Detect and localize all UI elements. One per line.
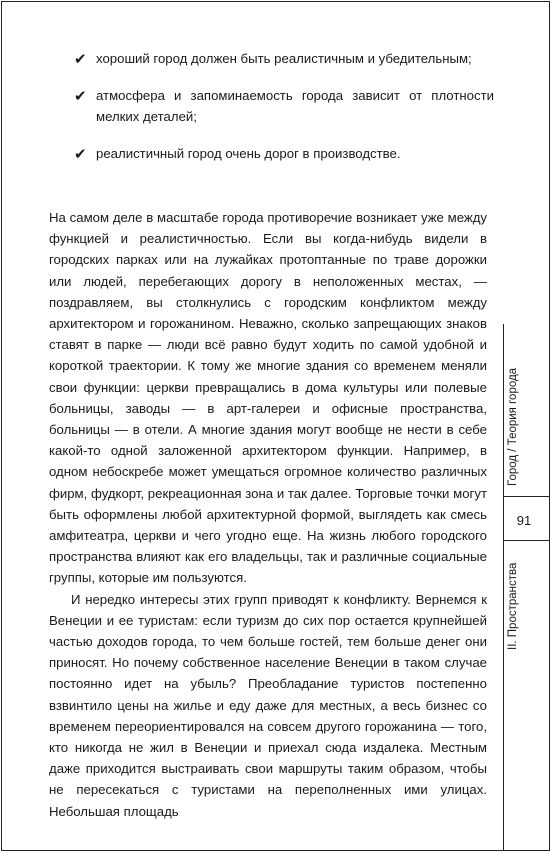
paragraph: На самом деле в масштабе города противоречие возникает уже между функцией и реалистичностью. Если вы когда-нибудь видели в городских парках или на лужайках протоптанные по траве дорожки или людей, перебегающих дорогу в неположенных местах, — поздравляем, вы столкнулись с городским конфликтом между архитектором и горожанином. Неважно, сколько запрещающих знаков ставят в парке — люди всё равно будут ходить по самой удобной и короткой траектории. К тому же многие здания со временем меняли свои функции: церкви превращались в дома культуры или полевые больницы, заводы — в арт-галереи и офисные пространства, больницы — в отели. А многие здания могут вообще не нести в себе какой-то одной заложенной архитектором функции. Например, в одном небоскребе может умещаться огромное количество различных фирм, фудкорт, рекреационная зона и так далее. Торговые точки могут быть оформлены любой архитектурной формой, выглядеть как смесь амфитеатра, церкви и чего угодно еще. На жизнь любого городского пространства влияют как его владельцы, так и различные социальные группы, которые им пользуются. [49, 210, 487, 586]
bullet-item [74, 143, 494, 164]
bullet-item [74, 48, 494, 69]
margin-rule-bottom [503, 540, 550, 541]
body-text [49, 207, 487, 822]
bullet-text: атмосфера и запоминаемость города зависит от плотности мелких деталей; [96, 88, 494, 124]
bullet-text: хороший город должен быть реалистичным и убедительным; [96, 51, 472, 66]
bullet-item [74, 85, 494, 127]
checkmark-icon: ✔ [74, 50, 87, 68]
chapter-title: Город / Теория города [507, 367, 519, 486]
bullet-list [74, 48, 494, 180]
margin-vertical-rule [503, 324, 504, 851]
paragraph: И нередко интересы этих групп приводят к конфликту. Вернемся к Венеции и ее туристам: если туризм до сих пор остается крупнейшей частью доходов города, то чем больше гостей, тем больше денег они приносят. Но почему собственное население Венеции в таком случае постоянно идет на убыль? Преобладание туристов постепенно взвинтило цены на жилье и еду даже для местных, а весь бизнес со временем переориентировался на совсем другого горожанина — того, кто никогда не жил в Венеции и приехал сюда издалека. Местным даже приходится выстраивать свои маршруты таким образом, чтобы не пересекаться с туристами на переполненных ими улицах. Небольшая площадь [49, 591, 487, 819]
checkmark-icon: ✔ [74, 87, 87, 105]
margin-rule-top [503, 496, 550, 497]
page-number: 91 [516, 513, 532, 528]
checkmark-icon: ✔ [74, 145, 87, 163]
part-title: II. Пространства [507, 562, 519, 650]
bullet-text: реалистичный город очень дорог в производстве. [96, 146, 401, 161]
